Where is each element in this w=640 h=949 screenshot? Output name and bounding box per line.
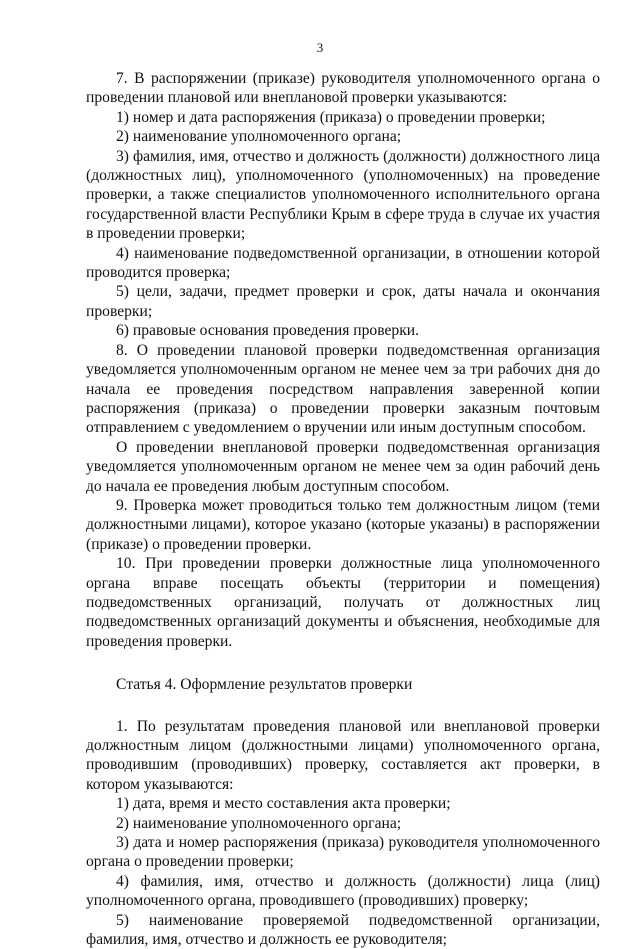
paragraph-item-10: 10. При проведении проверки должностные лица уполномоченного органа вправе посещать объекты (территории и помещения) подведомственных организаций, получать от должностных лиц подведомственных организаций документы и объяснения, необходимые для проведения проверки. [86,555,600,650]
list-item: 1) номер и дата распоряжения (приказа) о проведении проверки; [116,108,546,126]
paragraph-article4-item-1: 1. По результатам проведения плановой или внеплановой проверки должностным лицом (должностными лицами) уполномоченного органа, проводившим (проводивших) проверку, составляется акт проверки, в котором указываются: [86,717,600,793]
list-item: 4) фамилия, имя, отчество и должность (должности) лица (лиц) уполномоченного органа, проводившего (проводивших) проверку; [86,872,600,910]
list-item: 5) наименование проверяемой подведомственной организации, фамилия, имя, отчество и должность ее руководителя; [86,911,600,949]
paragraph-item-7: 7. В распоряжении (приказе) руководителя уполномоченного органа о проведении плановой или внеплановой проверки указываются: [86,70,600,107]
list-item: 2) наименование уполномоченного органа; [116,128,402,146]
list-item: 3) фамилия, имя, отчество и должность (должности) должностного лица (должностных лиц), уполномоченного (уполномоченных) на проведение проверки, а также специалистов уполномоченного исполнительного органа государственной власти Республики Крым в сфере труда в случае их участия в проведении проверки; [86,147,600,243]
list-item: 3) дата и номер распоряжения (приказа) руководителя уполномоченного органа о проведении проверки; [86,834,600,871]
page-number: 3 [316,40,324,55]
document-body [86,69,600,949]
list-item: 2) наименование уполномоченного органа; [116,814,402,832]
list-item: 6) правовые основания проведения проверки. [116,322,420,340]
list-item: 5) цели, задачи, предмет проверки и срок, даты начала и окончания проверки; [86,283,600,320]
paragraph-item-8: 8. О проведении плановой проверки подведомственная организация уведомляется уполномоченным органом не менее чем за три рабочих дня до начала ее проведения посредством направления заверенной копии распоряжения (приказа) о проведении проверки заказным почтовым отправлением с уведомлением о вручении или иным доступным способом. [86,341,600,437]
paragraph-item-9: 9. Проверка может проводиться только тем должностным лицом (теми должностными лицами), которое указано (которые указаны) в распоряжении (приказе) о проведении проверки. [86,496,600,553]
list-item: 1) дата, время и место составления акта проверки; [116,795,451,813]
article-heading: Статья 4. Оформление результатов проверки [116,676,413,694]
list-item: 4) наименование подведомственной организации, в отношении которой проводится проверка; [86,244,600,282]
paragraph-unscheduled-notice: О проведении внеплановой проверки подведомственная организация уведомляется уполномоченным органом не менее чем за один рабочий день до начала ее проведения любым доступным способом. [86,438,600,495]
